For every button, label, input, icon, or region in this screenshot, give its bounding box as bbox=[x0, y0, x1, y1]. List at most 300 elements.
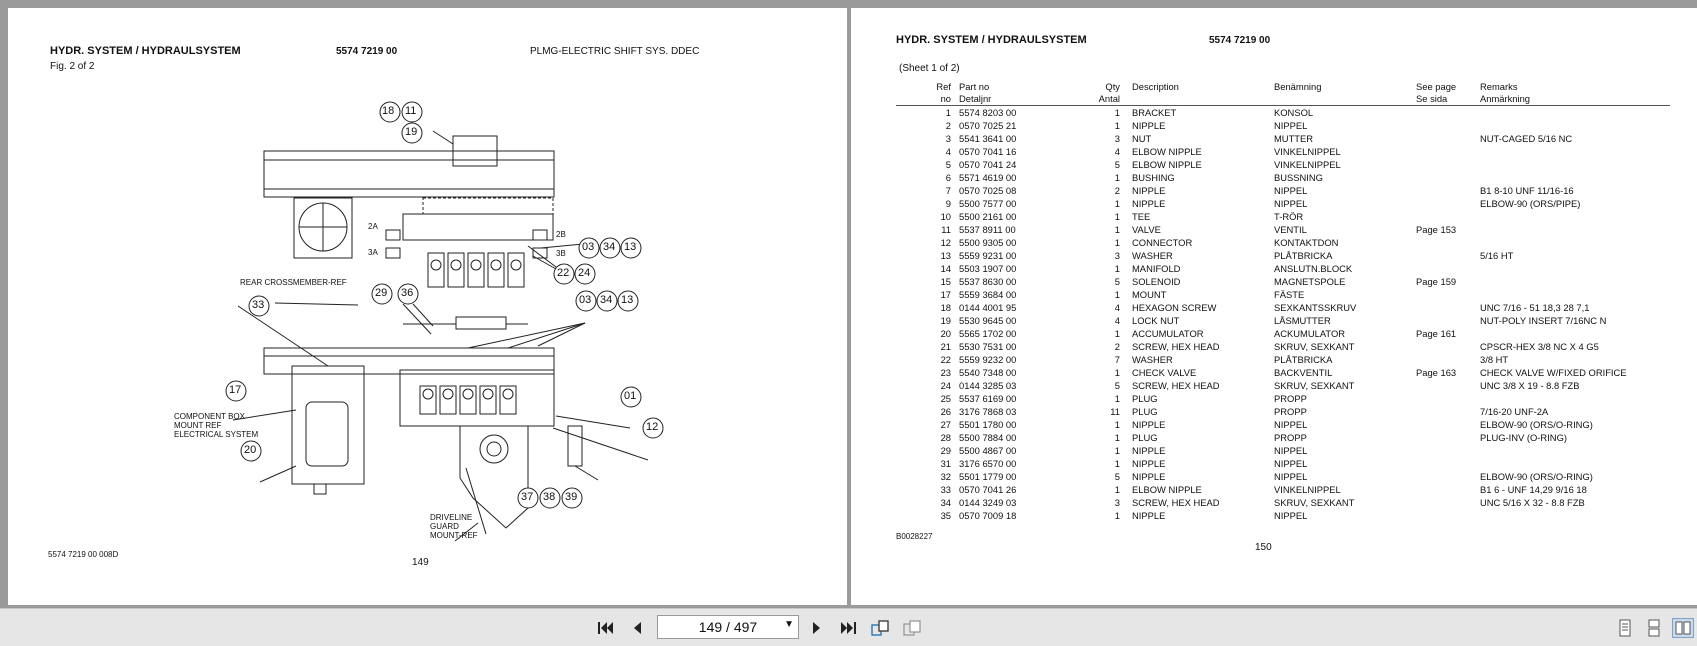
cell-remarks: ELBOW-90 (ORS/PIPE) bbox=[1480, 198, 1581, 209]
cell-qty: 5 bbox=[1114, 276, 1120, 287]
table-row bbox=[896, 340, 1670, 353]
cell-see-page bbox=[1416, 158, 1480, 171]
table-row bbox=[896, 158, 1670, 171]
last-page-icon[interactable] bbox=[837, 618, 859, 638]
cell-ref: 32 bbox=[940, 471, 951, 482]
cell-ref: 1 bbox=[945, 107, 951, 118]
cell-see-page bbox=[1416, 262, 1480, 275]
cell-description: VALVE bbox=[1132, 224, 1161, 235]
cell-description: SCREW, HEX HEAD bbox=[1132, 380, 1220, 391]
cell-qty: 1 bbox=[1114, 328, 1120, 339]
cell-remarks bbox=[1480, 275, 1670, 288]
pdf-toolbar bbox=[0, 608, 1697, 646]
cell-benamning: ACKUMULATOR bbox=[1274, 328, 1346, 339]
cell-see-page bbox=[1416, 314, 1480, 327]
header-part-sv: Detaljnr bbox=[959, 93, 1047, 106]
cell-benamning: KONTAKTDON bbox=[1274, 237, 1339, 248]
callout-11: 11 bbox=[405, 105, 417, 117]
cell-part-no: 5571 4619 00 bbox=[959, 172, 1017, 183]
cell-benamning: KONSOL bbox=[1274, 107, 1314, 118]
cell-benamning: VINKELNIPPEL bbox=[1274, 146, 1341, 157]
cell-part-no: 5530 7531 00 bbox=[959, 341, 1017, 352]
cell-benamning: PROPP bbox=[1274, 432, 1307, 443]
cell-benamning: LÅSMUTTER bbox=[1274, 315, 1331, 326]
cell-see-page bbox=[1416, 483, 1480, 496]
cell-qty: 4 bbox=[1114, 315, 1120, 326]
cell-see-page bbox=[1416, 405, 1480, 418]
table-row bbox=[896, 327, 1670, 340]
header-ben: Benämning bbox=[1274, 81, 1322, 92]
two-page-view-icon[interactable] bbox=[1672, 618, 1694, 638]
callout-38: 38 bbox=[543, 491, 556, 503]
rotate-icon[interactable] bbox=[869, 618, 891, 638]
callout-29: 29 bbox=[375, 287, 388, 299]
cell-remarks: PLUG-INV (O-RING) bbox=[1480, 432, 1567, 443]
port-2a-label: 2A bbox=[368, 222, 378, 231]
cell-ref: 7 bbox=[945, 185, 951, 196]
cell-qty: 1 bbox=[1114, 224, 1120, 235]
header-qty-sv: Antal bbox=[1047, 93, 1132, 106]
cell-description: PLUG bbox=[1132, 406, 1158, 417]
table-row bbox=[896, 392, 1670, 405]
callout-03-mid: 03 bbox=[579, 294, 592, 306]
first-page-icon[interactable] bbox=[595, 618, 617, 638]
table-row bbox=[896, 106, 1670, 120]
cell-part-no: 0144 3285 03 bbox=[959, 380, 1017, 391]
cell-remarks bbox=[1480, 223, 1670, 236]
cell-ref: 22 bbox=[940, 354, 951, 365]
callout-39: 39 bbox=[565, 491, 578, 503]
cell-description: NIPPLE bbox=[1132, 185, 1166, 196]
cell-qty: 2 bbox=[1114, 341, 1120, 352]
cell-part-no: 5503 1907 00 bbox=[959, 263, 1017, 274]
cell-description: BUSHING bbox=[1132, 172, 1175, 183]
rear-crossmember-label: REAR CROSSMEMBER-REF bbox=[240, 278, 347, 287]
cell-part-no: 5540 7348 00 bbox=[959, 367, 1017, 378]
cell-description: NIPPLE bbox=[1132, 458, 1166, 469]
cell-part-no: 5500 9305 00 bbox=[959, 237, 1017, 248]
cell-qty: 3 bbox=[1114, 133, 1120, 144]
right-page-number: 150 bbox=[1255, 542, 1272, 553]
header-ref: Ref bbox=[936, 81, 951, 92]
cell-qty: 4 bbox=[1114, 302, 1120, 313]
cell-remarks bbox=[1480, 262, 1670, 275]
callout-22: 22 bbox=[557, 267, 570, 279]
callout-18: 18 bbox=[382, 105, 395, 117]
cell-remarks bbox=[1480, 106, 1670, 120]
cell-benamning: SKRUV, SEXKANT bbox=[1274, 341, 1355, 352]
cell-see-page bbox=[1416, 431, 1480, 444]
cell-benamning: MAGNETSPOLE bbox=[1274, 276, 1346, 287]
cell-remarks: 3/8 HT bbox=[1480, 354, 1509, 365]
cell-ref: 33 bbox=[940, 484, 951, 495]
cell-description: ELBOW NIPPLE bbox=[1132, 484, 1202, 495]
table-row bbox=[896, 288, 1670, 301]
cell-benamning: ANSLUTN.BLOCK bbox=[1274, 263, 1353, 274]
cell-remarks bbox=[1480, 210, 1670, 223]
right-page bbox=[851, 8, 1697, 605]
chevron-down-icon[interactable]: ▼ bbox=[784, 619, 794, 630]
header-see-sv: Se sida bbox=[1416, 93, 1480, 106]
cell-ref: 11 bbox=[941, 224, 951, 235]
cell-see-page bbox=[1416, 379, 1480, 392]
cell-benamning: NIPPEL bbox=[1274, 185, 1308, 196]
cell-part-no: 5500 4867 00 bbox=[959, 445, 1017, 456]
cell-ref: 31 bbox=[940, 458, 951, 469]
cell-see-page bbox=[1416, 249, 1480, 262]
cell-benamning: VINKELNIPPEL bbox=[1274, 484, 1341, 495]
cell-remarks: B1 8-10 UNF 11/16-16 bbox=[1480, 185, 1574, 196]
callout-13-top: 13 bbox=[624, 241, 637, 253]
cell-description: NIPPLE bbox=[1132, 419, 1166, 430]
cell-see-page bbox=[1416, 106, 1480, 120]
cell-remarks bbox=[1480, 327, 1670, 340]
cell-ref: 19 bbox=[940, 315, 951, 326]
cell-ref: 24 bbox=[940, 380, 951, 391]
cell-part-no: 5500 7884 00 bbox=[959, 432, 1017, 443]
callout-33: 33 bbox=[252, 299, 265, 311]
left-page-number: 149 bbox=[412, 557, 429, 568]
cell-qty: 2 bbox=[1114, 185, 1120, 196]
header-ben-sv bbox=[1274, 93, 1416, 106]
left-part-code: 5574 7219 00 bbox=[336, 46, 398, 57]
cell-part-no: 5537 6169 00 bbox=[959, 393, 1017, 404]
cell-ref: 34 bbox=[940, 497, 951, 508]
cell-qty: 5 bbox=[1114, 471, 1120, 482]
fit-page-icon[interactable] bbox=[901, 618, 923, 638]
cell-benamning: PROPP bbox=[1274, 406, 1307, 417]
cell-description: ELBOW NIPPLE bbox=[1132, 159, 1202, 170]
cell-benamning: PROPP bbox=[1274, 393, 1307, 404]
cell-description: LOCK NUT bbox=[1132, 315, 1180, 326]
driveline-label-3: MOUNT-REF bbox=[430, 531, 478, 540]
cell-qty: 1 bbox=[1114, 120, 1120, 131]
cell-ref: 28 bbox=[940, 432, 951, 443]
cell-remarks bbox=[1480, 444, 1670, 457]
left-page-title: HYDR. SYSTEM / HYDRAULSYSTEM bbox=[50, 45, 241, 57]
header-rem-sv: Anmärkning bbox=[1480, 93, 1670, 106]
parts-table bbox=[896, 81, 1670, 522]
cell-ref: 26 bbox=[940, 406, 951, 417]
cell-benamning: MUTTER bbox=[1274, 133, 1314, 144]
table-header-row-2 bbox=[896, 93, 1670, 106]
table-row bbox=[896, 119, 1670, 132]
cell-description: SCREW, HEX HEAD bbox=[1132, 341, 1220, 352]
cell-remarks bbox=[1480, 457, 1670, 470]
callout-36: 36 bbox=[401, 287, 414, 299]
cell-part-no: 0144 4001 95 bbox=[959, 302, 1017, 313]
table-row bbox=[896, 249, 1670, 262]
left-footer-code: 5574 7219 00 008D bbox=[48, 550, 119, 559]
cell-see-page bbox=[1416, 353, 1480, 366]
right-footer-code: B0028227 bbox=[896, 532, 933, 541]
cell-description: ELBOW NIPPLE bbox=[1132, 146, 1202, 157]
parts-table-body bbox=[896, 106, 1670, 523]
cell-description: SOLENOID bbox=[1132, 276, 1181, 287]
cell-see-page bbox=[1416, 470, 1480, 483]
callout-37: 37 bbox=[521, 491, 534, 503]
cell-qty: 1 bbox=[1114, 445, 1120, 456]
cell-qty: 1 bbox=[1114, 419, 1120, 430]
cell-description: MOUNT bbox=[1132, 289, 1167, 300]
cell-ref: 4 bbox=[945, 146, 951, 157]
callout-24: 24 bbox=[578, 267, 591, 279]
cell-ref: 17 bbox=[940, 289, 951, 300]
cell-part-no: 0570 7041 24 bbox=[959, 159, 1017, 170]
right-part-code: 5574 7219 00 bbox=[1209, 35, 1271, 46]
cell-qty: 3 bbox=[1114, 497, 1120, 508]
cell-remarks: CHECK VALVE W/FIXED ORIFICE bbox=[1480, 367, 1627, 378]
cell-see-page: Page 163 bbox=[1416, 367, 1457, 378]
component-box-label-3: ELECTRICAL SYSTEM bbox=[174, 430, 259, 439]
cell-qty: 1 bbox=[1114, 198, 1120, 209]
cell-ref: 5 bbox=[945, 159, 951, 170]
cell-see-page bbox=[1416, 145, 1480, 158]
page-number-input[interactable] bbox=[657, 615, 799, 639]
single-page-view-icon[interactable] bbox=[1614, 618, 1636, 638]
cell-remarks: ELBOW-90 (ORS/O-RING) bbox=[1480, 471, 1593, 482]
table-row bbox=[896, 236, 1670, 249]
callout-17: 17 bbox=[229, 384, 242, 396]
header-ref-sv: no bbox=[896, 93, 959, 106]
cell-part-no: 5530 9645 00 bbox=[959, 315, 1017, 326]
cell-benamning: NIPPEL bbox=[1274, 198, 1308, 209]
figure-label: Fig. 2 of 2 bbox=[50, 61, 95, 72]
cell-remarks: B1 6 - UNF 14,29 9/16 18 bbox=[1480, 484, 1587, 495]
cell-description: NIPPLE bbox=[1132, 445, 1166, 456]
cell-description: WASHER bbox=[1132, 250, 1173, 261]
header-rem: Remarks bbox=[1480, 81, 1518, 92]
cell-part-no: 5537 8911 00 bbox=[959, 224, 1016, 235]
cell-part-no: 0570 7025 08 bbox=[959, 185, 1017, 196]
cell-remarks bbox=[1480, 171, 1670, 184]
cell-see-page bbox=[1416, 119, 1480, 132]
callout-01: 01 bbox=[624, 390, 637, 402]
cell-benamning: VINKELNIPPEL bbox=[1274, 159, 1341, 170]
cell-remarks: ELBOW-90 (ORS/O-RING) bbox=[1480, 419, 1593, 430]
cell-ref: 15 bbox=[940, 276, 951, 287]
cell-remarks: 5/16 HT bbox=[1480, 250, 1514, 261]
table-row bbox=[896, 301, 1670, 314]
header-desc: Description bbox=[1132, 81, 1179, 92]
cell-qty: 7 bbox=[1114, 354, 1120, 365]
cell-remarks bbox=[1480, 145, 1670, 158]
cell-ref: 13 bbox=[940, 250, 951, 261]
cell-qty: 1 bbox=[1114, 432, 1120, 443]
cell-see-page bbox=[1416, 444, 1480, 457]
cell-see-page bbox=[1416, 184, 1480, 197]
cell-see-page bbox=[1416, 392, 1480, 405]
cell-remarks bbox=[1480, 119, 1670, 132]
callout-12: 12 bbox=[646, 421, 659, 433]
cell-description: NIPPLE bbox=[1132, 471, 1166, 482]
table-row bbox=[896, 418, 1670, 431]
table-row bbox=[896, 353, 1670, 366]
cell-remarks bbox=[1480, 158, 1670, 171]
port-3b-label: 3B bbox=[556, 249, 566, 258]
sheet-label: (Sheet 1 of 2) bbox=[899, 63, 960, 74]
cell-part-no: 3176 6570 00 bbox=[959, 458, 1017, 469]
continuous-view-icon[interactable] bbox=[1643, 618, 1665, 638]
cell-benamning: NIPPEL bbox=[1274, 445, 1308, 456]
cell-description: TEE bbox=[1132, 211, 1151, 222]
cell-ref: 29 bbox=[940, 445, 951, 456]
cell-remarks: CPSCR-HEX 3/8 NC X 4 G5 bbox=[1480, 341, 1599, 352]
cell-description: CONNECTOR bbox=[1132, 237, 1193, 248]
cell-remarks bbox=[1480, 288, 1670, 301]
table-row bbox=[896, 366, 1670, 379]
cell-qty: 5 bbox=[1114, 380, 1120, 391]
cell-benamning: FÄSTE bbox=[1274, 289, 1305, 300]
cell-part-no: 5559 9231 00 bbox=[959, 250, 1017, 261]
cell-ref: 27 bbox=[940, 419, 951, 430]
cell-description: SCREW, HEX HEAD bbox=[1132, 497, 1220, 508]
cell-part-no: 0570 7025 21 bbox=[959, 120, 1017, 131]
cell-see-page bbox=[1416, 457, 1480, 470]
cell-remarks: 7/16-20 UNF-2A bbox=[1480, 406, 1549, 417]
callout-03-top: 03 bbox=[582, 241, 595, 253]
cell-benamning: NIPPEL bbox=[1274, 120, 1308, 131]
cell-qty: 1 bbox=[1114, 237, 1120, 248]
callout-20: 20 bbox=[244, 444, 257, 456]
cell-qty: 4 bbox=[1114, 146, 1120, 157]
cell-see-page bbox=[1416, 509, 1480, 522]
cell-benamning: BACKVENTIL bbox=[1274, 367, 1333, 378]
cell-description: HEXAGON SCREW bbox=[1132, 302, 1217, 313]
cell-see-page bbox=[1416, 171, 1480, 184]
cell-part-no: 0570 7009 18 bbox=[959, 510, 1017, 521]
header-see: See page bbox=[1416, 81, 1457, 92]
page-indicator: 149 / 497 bbox=[698, 619, 758, 635]
cell-see-page: Page 159 bbox=[1416, 276, 1457, 287]
callout-34-top: 34 bbox=[603, 241, 616, 253]
cell-ref: 14 bbox=[940, 263, 951, 274]
cell-qty: 5 bbox=[1114, 159, 1120, 170]
cell-part-no: 5559 9232 00 bbox=[959, 354, 1017, 365]
table-row bbox=[896, 405, 1670, 418]
cell-part-no: 5565 1702 00 bbox=[959, 328, 1017, 339]
table-row bbox=[896, 197, 1670, 210]
cell-description: CHECK VALVE bbox=[1132, 367, 1197, 378]
cell-benamning: NIPPEL bbox=[1274, 419, 1308, 430]
cell-qty: 1 bbox=[1114, 172, 1120, 183]
cell-qty: 1 bbox=[1114, 458, 1120, 469]
cell-qty: 1 bbox=[1114, 510, 1120, 521]
port-2b-label: 2B bbox=[556, 230, 566, 239]
cell-see-page bbox=[1416, 301, 1480, 314]
header-qty: Qty bbox=[1105, 81, 1120, 92]
cell-benamning: VENTIL bbox=[1274, 224, 1307, 235]
cell-ref: 20 bbox=[940, 328, 951, 339]
cell-part-no: 5501 1779 00 bbox=[959, 471, 1017, 482]
cell-ref: 25 bbox=[940, 393, 951, 404]
cell-see-page: Page 161 bbox=[1416, 328, 1457, 339]
table-row bbox=[896, 275, 1670, 288]
table-row bbox=[896, 483, 1670, 496]
cell-remarks: NUT-POLY INSERT 7/16NC N bbox=[1480, 315, 1607, 326]
prev-page-icon[interactable] bbox=[626, 618, 648, 638]
left-subtitle: PLMG-ELECTRIC SHIFT SYS. DDEC bbox=[530, 46, 700, 57]
cell-description: BRACKET bbox=[1132, 107, 1177, 118]
cell-part-no: 5537 8630 00 bbox=[959, 276, 1017, 287]
table-row bbox=[896, 210, 1670, 223]
cell-qty: 1 bbox=[1114, 211, 1120, 222]
cell-ref: 21 bbox=[940, 341, 951, 352]
cell-benamning: SKRUV, SEXKANT bbox=[1274, 380, 1355, 391]
cell-see-page: Page 153 bbox=[1416, 224, 1457, 235]
cell-benamning: PLÅTBRICKA bbox=[1274, 354, 1333, 365]
header-desc-sv bbox=[1132, 93, 1274, 106]
table-row bbox=[896, 262, 1670, 275]
cell-ref: 2 bbox=[945, 120, 951, 131]
table-header-row-1 bbox=[896, 81, 1670, 93]
cell-description: ACCUMULATOR bbox=[1132, 328, 1204, 339]
left-page bbox=[8, 8, 847, 605]
cell-part-no: 5574 8203 00 bbox=[959, 107, 1017, 118]
table-row bbox=[896, 379, 1670, 392]
cell-ref: 18 bbox=[940, 302, 951, 313]
cell-description: NUT bbox=[1132, 133, 1152, 144]
cell-see-page bbox=[1416, 236, 1480, 249]
cell-benamning: SKRUV, SEXKANT bbox=[1274, 497, 1355, 508]
driveline-label-1: DRIVELINE bbox=[430, 513, 473, 522]
cell-part-no: 5559 3684 00 bbox=[959, 289, 1017, 300]
cell-ref: 23 bbox=[940, 367, 951, 378]
table-row bbox=[896, 145, 1670, 158]
cell-ref: 6 bbox=[945, 172, 951, 183]
table-row bbox=[896, 132, 1670, 145]
driveline-label-2: GUARD bbox=[430, 522, 459, 531]
right-page-title: HYDR. SYSTEM / HYDRAULSYSTEM bbox=[896, 34, 1087, 46]
cell-see-page bbox=[1416, 496, 1480, 509]
cell-see-page bbox=[1416, 288, 1480, 301]
cell-benamning: T-RÖR bbox=[1274, 211, 1304, 222]
cell-part-no: 0144 3249 03 bbox=[959, 497, 1017, 508]
cell-part-no: 5501 1780 00 bbox=[959, 419, 1017, 430]
cell-qty: 1 bbox=[1114, 484, 1120, 495]
cell-qty: 1 bbox=[1114, 393, 1120, 404]
table-row bbox=[896, 431, 1670, 444]
cell-description: PLUG bbox=[1132, 393, 1158, 404]
port-3a-label: 3A bbox=[368, 248, 378, 257]
table-row bbox=[896, 457, 1670, 470]
table-row bbox=[896, 509, 1670, 522]
next-page-icon[interactable] bbox=[806, 618, 828, 638]
table-row bbox=[896, 470, 1670, 483]
table-row bbox=[896, 184, 1670, 197]
table-row bbox=[896, 223, 1670, 236]
cell-ref: 3 bbox=[945, 133, 951, 144]
cell-ref: 9 bbox=[945, 198, 951, 209]
cell-qty: 1 bbox=[1114, 107, 1120, 118]
cell-benamning: PLÅTBRICKA bbox=[1274, 250, 1333, 261]
cell-description: NIPPLE bbox=[1132, 510, 1166, 521]
cell-part-no: 0570 7041 16 bbox=[959, 146, 1017, 157]
cell-ref: 10 bbox=[940, 211, 951, 222]
cell-part-no: 5500 7577 00 bbox=[959, 198, 1017, 209]
cell-qty: 1 bbox=[1114, 289, 1120, 300]
table-row bbox=[896, 314, 1670, 327]
cell-see-page bbox=[1416, 418, 1480, 431]
cell-part-no: 3176 7868 03 bbox=[959, 406, 1017, 417]
cell-see-page bbox=[1416, 340, 1480, 353]
table-row bbox=[896, 444, 1670, 457]
cell-description: NIPPLE bbox=[1132, 120, 1166, 131]
cell-remarks: UNC 7/16 - 51 18,3 28 7,1 bbox=[1480, 302, 1590, 313]
cell-description: NIPPLE bbox=[1132, 198, 1166, 209]
cell-qty: 1 bbox=[1114, 263, 1120, 274]
cell-part-no: 5500 2161 00 bbox=[959, 211, 1017, 222]
